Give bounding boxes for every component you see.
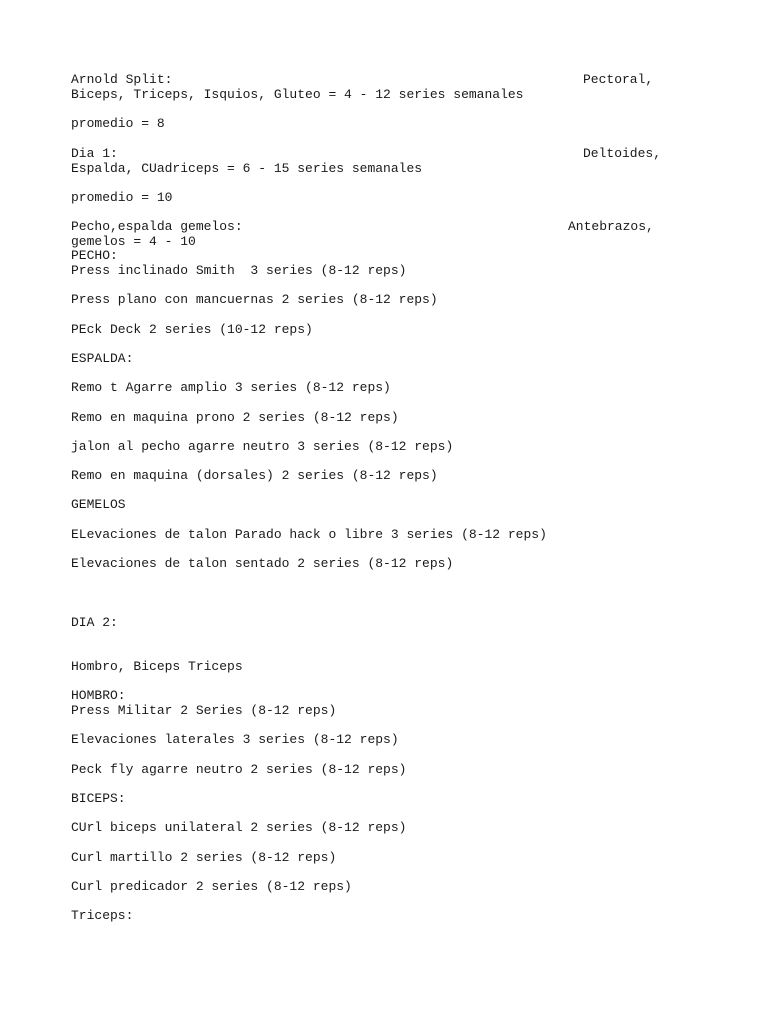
exercise-item: Elevaciones de talon sentado 2 series (8-12 reps) xyxy=(71,556,454,571)
pecho-heading: PECHO: xyxy=(71,248,118,263)
exercise-item: Elevaciones laterales 3 series (8-12 reps) xyxy=(71,732,399,747)
exercise-item: Curl predicador 2 series (8-12 reps) xyxy=(71,879,352,894)
exercise-item: Press Militar 2 Series (8-12 reps) xyxy=(71,703,337,718)
average-line-1: promedio = 8 xyxy=(71,116,165,131)
split-line-6: gemelos = 4 - 10 xyxy=(71,234,196,249)
exercise-item: Curl martillo 2 series (8-12 reps) xyxy=(71,850,337,865)
biceps-heading: BICEPS: xyxy=(71,791,126,806)
day2-title: DIA 2: xyxy=(71,615,118,630)
exercise-item: Press inclinado Smith 3 series (8-12 reps) xyxy=(71,263,407,278)
exercise-item: Remo t Agarre amplio 3 series (8-12 reps) xyxy=(71,380,391,395)
split-title: Arnold Split: xyxy=(71,72,173,87)
exercise-item: Remo en maquina (dorsales) 2 series (8-12 reps) xyxy=(71,468,438,483)
exercise-item: Remo en maquina prono 2 series (8-12 reps) xyxy=(71,410,399,425)
exercise-item: jalon al pecho agarre neutro 3 series (8-12 reps) xyxy=(71,439,454,454)
espalda-heading: ESPALDA: xyxy=(71,351,134,366)
split-line-4: Espalda, CUadriceps = 6 - 15 series semanales xyxy=(71,161,423,176)
day2-subtitle: Hombro, Biceps Triceps xyxy=(71,659,243,674)
split-line-2: Biceps, Triceps, Isquios, Gluteo = 4 - 12 series semanales xyxy=(71,87,524,102)
exercise-item: CUrl biceps unilateral 2 series (8-12 reps) xyxy=(71,820,407,835)
split-right-text-1: Pectoral, xyxy=(583,72,654,87)
split-right-text-2: Deltoides, xyxy=(583,146,662,161)
average-line-2: promedio = 10 xyxy=(71,190,173,205)
exercise-item: Press plano con mancuernas 2 series (8-12 reps) xyxy=(71,292,438,307)
exercise-item: Peck fly agarre neutro 2 series (8-12 reps) xyxy=(71,762,407,777)
gemelos-heading: GEMELOS xyxy=(71,497,126,512)
day1-groups-label: Pecho,espalda gemelos: xyxy=(71,219,243,234)
hombro-heading: HOMBRO: xyxy=(71,688,126,703)
split-right-text-3: Antebrazos, xyxy=(568,219,654,234)
exercise-item: ELevaciones de talon Parado hack o libre 3 series (8-12 reps) xyxy=(71,527,547,542)
day1-intro-label: Dia 1: xyxy=(71,146,118,161)
exercise-item: PEck Deck 2 series (10-12 reps) xyxy=(71,322,313,337)
triceps-heading: Triceps: xyxy=(71,908,134,923)
